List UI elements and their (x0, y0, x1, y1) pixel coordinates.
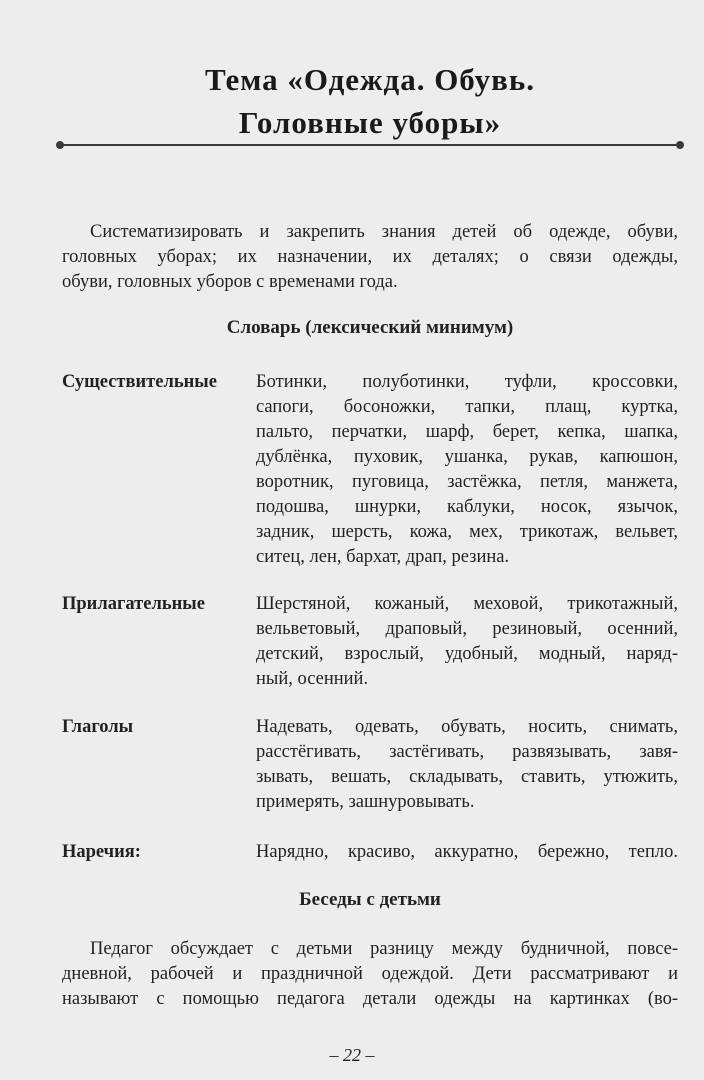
conversations-paragraph (62, 937, 678, 1012)
conversations-line: называют с помощью педагога детали одежды на картинках (во- (62, 989, 678, 1009)
vocabulary-heading: Словарь (лексический минимум) (226, 317, 514, 338)
intro-line: обуви, головных уборов с временами года. (62, 272, 398, 292)
nouns-line: дублёнка, пуховик, ушанка, рукав, капюшон, (256, 447, 678, 467)
adjectives-definition (256, 592, 678, 692)
conversations-heading: Беседы с детьми (299, 889, 441, 910)
nouns-line: ситец, лен, бархат, драп, резина. (256, 547, 510, 567)
divider-left-dot (56, 141, 64, 149)
conversations-line: дневной, рабочей и праздничной одеждой. Дети рассматривают и (62, 964, 678, 984)
adjectives-term: Прилагательные (62, 594, 205, 614)
nouns-line: сапоги, босоножки, тапки, плащ, куртка, (256, 397, 678, 417)
intro-line: Систематизировать и закрепить знания детей об одежде, обуви, (90, 222, 678, 242)
nouns-term: Существительные (62, 372, 217, 392)
verbs-line: зывать, вешать, складывать, ставить, утюжить, (256, 767, 678, 787)
title-divider (60, 144, 680, 146)
adjectives-line: детский, взрослый, удобный, модный, наряд- (256, 644, 678, 664)
verbs-definition (256, 715, 678, 815)
verbs-line: расстёгивать, застёгивать, развязывать, завя- (256, 742, 678, 762)
adverbs-line: Нарядно, красиво, аккуратно, бережно, тепло. (256, 842, 678, 862)
nouns-line: Ботинки, полуботинки, туфли, кроссовки, (256, 372, 678, 392)
adjectives-line: Шерстяной, кожаный, меховой, трикотажный, (256, 594, 678, 614)
adverbs-definition (256, 840, 678, 865)
nouns-definition (256, 370, 678, 570)
intro-paragraph (62, 220, 678, 295)
adjectives-line: ный, осенний. (256, 669, 369, 689)
verbs-line: примерять, зашнуровывать. (256, 792, 475, 812)
nouns-line: пальто, перчатки, шарф, берет, кепка, шапка, (256, 422, 678, 442)
page-number: – 22 – (329, 1045, 375, 1065)
nouns-line: воротник, пуговица, застёжка, петля, манжета, (256, 472, 678, 492)
adverbs-term: Наречия: (62, 842, 141, 862)
intro-line: головных уборах; их назначении, их деталях; о связи одежды, (62, 247, 678, 267)
verbs-line: Надевать, одевать, обувать, носить, снимать, (256, 717, 678, 737)
nouns-line: задник, шерсть, кожа, мех, трикотаж, вельвет, (256, 522, 678, 542)
nouns-line: подошва, шнурки, каблуки, носок, язычок, (256, 497, 678, 517)
verbs-term: Глаголы (62, 717, 134, 737)
conversations-line: Педагог обсуждает с детьми разницу между будничной, повсе- (90, 939, 678, 959)
adjectives-line: вельветовый, драповый, резиновый, осенний, (256, 619, 678, 639)
page-title-line-1: Тема «Одежда. Обувь. (204, 62, 536, 97)
page-title-line-2: Головные уборы» (238, 105, 502, 140)
divider-right-dot (676, 141, 684, 149)
